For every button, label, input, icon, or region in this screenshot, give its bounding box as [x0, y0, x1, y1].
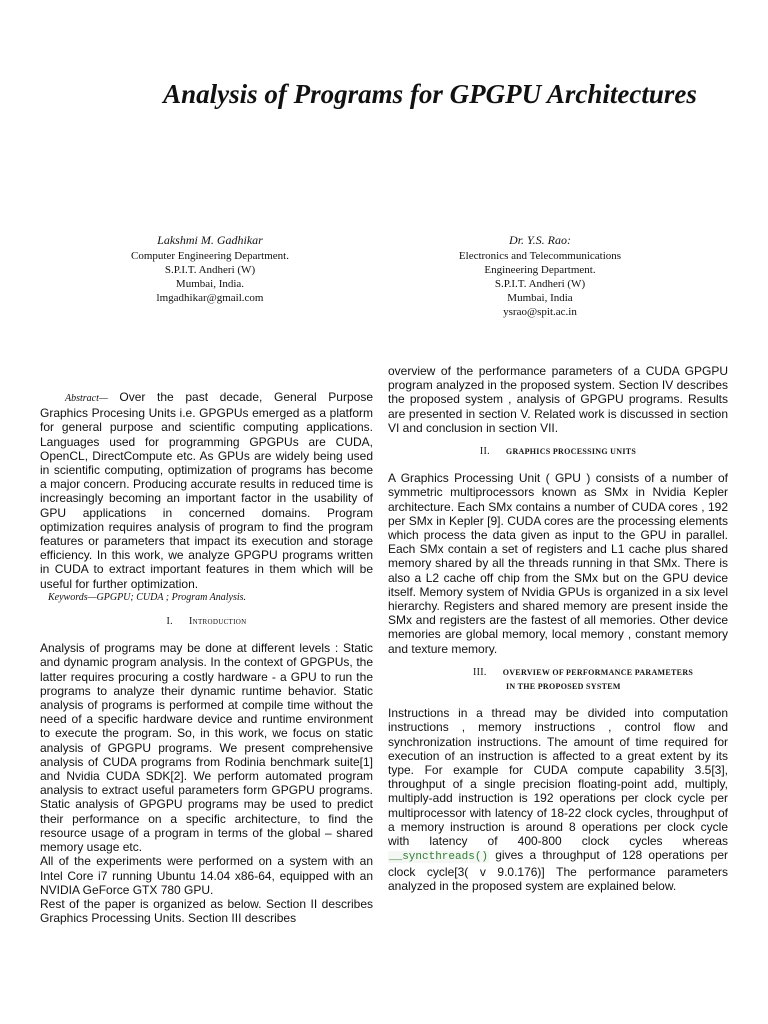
left-column [40, 390, 373, 925]
perf-paragraph [388, 706, 728, 893]
intro-paragraph: Rest of the paper is organized as below. Section II describes Graphics Processing Units. Section III describes [40, 896, 373, 926]
author-email: lmgadhikar@gmail.com [156, 292, 264, 304]
paper-title: Analysis of Programs for GPGPU Architectures [163, 79, 697, 109]
section-number: III. [473, 666, 487, 678]
author-name: Dr. Y.S. Rao: [509, 233, 571, 247]
intro-paragraph: Analysis of programs may be done at different levels : Static and dynamic program analysis. In the context of GPGPUs, the latter requires procuring a costly hardware - a GPU to run the programs to analyze their dynamic runtime behavior. Static analysis of programs is performed at compile time without the need of a specific hardware device and runtime environment to execute the program. So, in this work, we focus on static analysis of GPGPU programs. We present comprehensive analysis of CUDA programs from Rodinia benchmark suite[1] and Nvidia CUDA SDK[2]. We perform automated program analysis to extract useful parameters form GPGPU programs. Static analysis of GPGPU programs may be used to predict their performance on a specific architecture, to find the resource usage of a program in terms of the global – shared memory usage etc. [40, 641, 373, 855]
author-affiliation-line: Engineering Department. [484, 264, 596, 276]
section-title: GRAPHICS PROCESSING UNITS [505, 447, 637, 457]
abstract [40, 390, 373, 591]
author-block-2 [390, 233, 690, 319]
abstract-lead: Abstract— [65, 393, 108, 404]
abstract-text: Over the past decade, General Purpose Graphics Procesing Units i.e. GPGPUs emerged as a platform for general purpose and scientific computing applications. Languages used for programming GPGPUs are CUDA, OpenCL, DirectCompute etc. As GPUs are widely being used in scientific computing, optimization of programs has become a major concern. Producing accurate results in reduced time is increasingly becoming an important factor in the usability of GPU applications in concerned domains. Program optimization requires analysis of program to find the program features or parameters that impact its execution and storage efficiency. In this work, we analyze GPGPU programs written in CUDA to extract important features in them which will be useful for further optimization. [40, 390, 373, 591]
section-title-line2: IN THE PROPOSED SYSTEM [506, 682, 621, 692]
author-affiliation-line: Computer Engineering Department. [131, 250, 289, 262]
section-title: Introduction [188, 616, 247, 628]
author-affiliation-line: Mumbai, India. [175, 278, 245, 290]
author-affiliation-line: S.P.I.T. Andheri (W) [164, 264, 256, 276]
intro-paragraph: All of the experiments were performed on a system with an Intel Core i7 running Ubuntu 14.04 x86-64, equipped with an NVIDIA GeForce GTX 780 GPU. [40, 854, 373, 897]
perf-text-after-code: gives a throughput of 128 operations per clock cycle[3( v 9.0.176)] The performance parameters analyzed in the proposed system are explained below. [388, 848, 728, 893]
author-name: Lakshmi M. Gadhikar [157, 233, 263, 247]
keywords: Keywords—GPGPU; CUDA ; Program Analysis. [48, 591, 247, 603]
section-heading-gpu [388, 445, 728, 459]
perf-text-before-code: Instructions in a thread may be divided into computation instructions , memory instructions , control flow and synchronization instructions. The amount of time required for execution of an instruction is affected to a great extent by its type. For example for CUDA compute capability 3.5[3], throughput of a single precision floating-point add, multiply, multiply-add instruction is 192 operations per clock cycle per multiprocessor with latency of 18-22 clock cycles, throughput of a memory instruction is around 8 operations per clock cycle with latency of 400-800 clock cycles whereas [388, 706, 728, 849]
section-heading-perf [388, 666, 728, 694]
section-number: I. [166, 616, 173, 628]
author-affiliation-line: S.P.I.T. Andheri (W) [494, 278, 586, 290]
right-column [388, 364, 728, 893]
gpu-paragraph: A Graphics Processing Unit ( GPU ) consists of a number of symmetric multiprocessors known as SMx in Nvidia Kepler architecture. Each SMx contains a number of CUDA cores , 192 per SMx in Kepler [9]. CUDA cores are the processing elements which process the data given as input to the GPU in parallel. Each SMx contain a set of registers and L1 cache plus shared memory shared by all the threads running in that SMx. There is also a L2 cache off chip from the SMx but on the GPU device itself. Memory system of Nvidia GPUs is organized in a six level hierarchy. Registers and shared memory are present inside the SMx and registers are the fastest of all memories. Other device memories are global memory, local memory , constant memory and texture memory. [388, 471, 728, 656]
section-number: II. [479, 446, 490, 458]
section-heading-intro [40, 615, 373, 629]
inline-code: __syncthreads() [389, 851, 489, 864]
author-affiliation-line: Mumbai, India [507, 292, 573, 304]
author-email: ysrao@spit.ac.in [503, 306, 577, 318]
author-affiliation-line: Electronics and Telecommunications [458, 250, 622, 262]
section-title-line1: OVERVIEW OF PERFORMANCE PARAMETERS [502, 667, 694, 677]
intro-continued-paragraph: overview of the performance parameters of a CUDA GPGPU program analyzed in the proposed system. Section IV describes the proposed system , analysis of GPGPU programs. Results are presented in section V. Related work is discussed in section VI and conclusion in section VII. [388, 364, 728, 435]
author-block-1 [60, 233, 360, 305]
